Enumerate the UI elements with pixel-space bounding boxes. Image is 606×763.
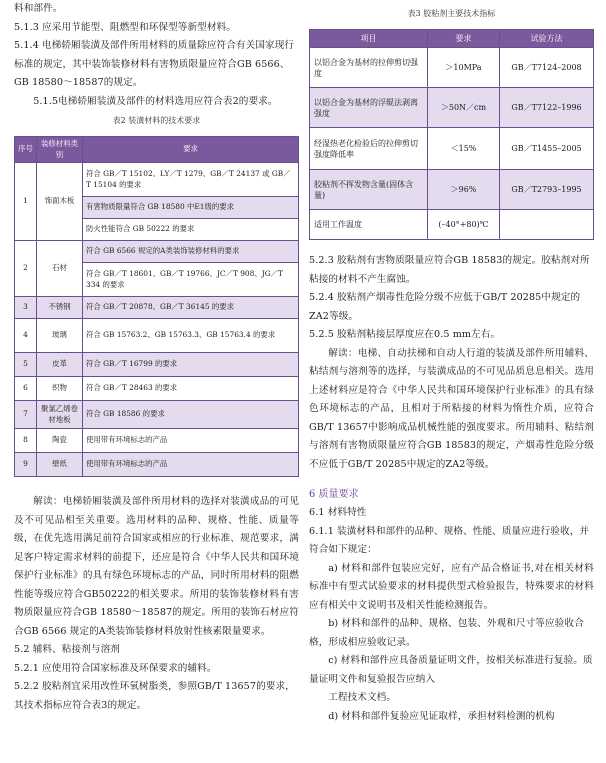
paragraph-5-1-5: 5.1.5电梯轿厢装潢及部件的材料选用应符合表2的要求。 — [33, 95, 278, 107]
table2 — [14, 136, 299, 477]
table2-requirement: 使用带有环境标志的产品 — [83, 429, 299, 453]
table2-header-row — [15, 137, 299, 163]
table3-header-method: 试验方法 — [500, 30, 594, 48]
table3-header-row — [310, 30, 594, 48]
table3-item: 经湿热老化检验后的拉伸剪切强度降低率 — [310, 128, 428, 170]
list-item-a: a) 材料和部件包装应完好，应有产品合格证书,对在相关材料标准中有型式试验要求的材料提供型式检验报告，特殊要求的材料应有相关中文说明书及相关性能检测报告。 — [309, 562, 594, 611]
table-row — [15, 377, 299, 401]
table3-caption: 表3 胶粘剂主要技术指标 — [407, 9, 496, 18]
table2-requirement: 符合 GB／T 16799 的要求 — [83, 353, 299, 377]
paragraph-5-2-5: 5.2.5 胶粘剂粘接层厚度应在0.5 mm左右。 — [309, 329, 501, 340]
paragraph-top: 料和部件。 — [14, 3, 63, 14]
table-row — [15, 401, 299, 429]
table2-no: 7 — [15, 401, 37, 429]
table2-no: 5 — [15, 353, 37, 377]
table2-requirement: 符合 GB 15763.2、GB 15763.3、GB 15763.4 的要求 — [83, 319, 299, 353]
list-item-d: d) 材料和部件复验应见证取样，承担材料检测的机构 — [328, 710, 555, 722]
paragraph-5-2-3: 5.2.3 胶粘剂有害物质限量应符合GB 18583的规定。胶粘剂对所粘接的材料不产生腐蚀。 — [309, 255, 590, 285]
table3-requirement: ＞50N／cm — [428, 88, 500, 128]
table3-item: 胶粘剂不挥发物含量(固体含量) — [310, 170, 428, 210]
table-row — [15, 353, 299, 377]
table2-header-category: 装修材料类别 — [37, 137, 83, 163]
table-row — [310, 128, 594, 170]
table2-no: 4 — [15, 319, 37, 353]
right-column — [309, 0, 594, 726]
heading-6: 6 质量要求 — [309, 489, 359, 500]
table2-category: 织物 — [37, 377, 83, 401]
table2-category: 玻璃 — [37, 319, 83, 353]
table2-no: 1 — [15, 163, 37, 241]
table3-method: GB／T1455–2005 — [500, 128, 594, 170]
table-row — [310, 48, 594, 88]
table2-requirement: 符合 GB／T 18601、GB／T 19766、JC／T 908、JG／T 334 的要求 — [83, 263, 299, 297]
table2-category: 聚氯乙烯卷材地板 — [37, 401, 83, 429]
paragraph-interpretation-left: 解读：电梯轿厢装潢及部件所用材料的选择对装潢成品的可见及不可见品相至关重要。选用材料的品种、规格、性能、质量等级，在优先选用满足前符合国家或相应的行业标准、规范要求，满足客户特定需求材料的前提下，还应是符合《中华人民共和国环境保护行业标准》的具有绿色环境标志的产品，同时所用材料的阻燃性能等级应符合GB50222的相关要求。所用的装饰装修材料有害物质限量应符合GB 18580～18587的规定。所用的装饰石材应符合GB 6566 规定的A类装饰装修材料放射性核素限量要求。 — [14, 496, 299, 637]
table-row — [310, 170, 594, 210]
table-row — [15, 429, 299, 453]
table2-category: 壁纸 — [37, 453, 83, 477]
table3-header-item: 项目 — [310, 30, 428, 48]
list-item-b: b) 材料和部件的品种、规格、包装、外观和尺寸等应验收合格，形成相应验收记录。 — [309, 618, 584, 648]
table3-header-requirement: 要求 — [428, 30, 500, 48]
table-row — [15, 297, 299, 319]
paragraph-5-2-1: 5.2.1 应使用符合国家标准及环保要求的辅料。 — [14, 662, 217, 674]
table2-no: 9 — [15, 453, 37, 477]
paragraph-6-1-1: 6.1.1 装潢材料和部件的品种、规格、性能、质量应进行验收，并符合如下规定： — [309, 525, 590, 555]
table2-requirement: 符合 GB 18586 的要求 — [83, 401, 299, 429]
list-item-c-continued: 工程技术文档。 — [328, 692, 397, 703]
table2-no: 2 — [15, 241, 37, 297]
table3-method: GB／T7124–2008 — [500, 48, 594, 88]
table3-requirement: ＞96% — [428, 170, 500, 210]
table2-requirement: 防火性能符合 GB 50222 的要求 — [83, 219, 299, 241]
table-row — [15, 241, 299, 263]
left-column — [14, 0, 299, 715]
table3-requirement: ＞10MPa — [428, 48, 500, 88]
heading-6-1: 6.1 材料特性 — [309, 507, 367, 518]
table-row — [310, 88, 594, 128]
table2-requirement: 符合 GB／T 28463 的要求 — [83, 377, 299, 401]
paragraph-interpretation-right: 解读：电梯、自动扶梯和自动人行道的装潢及部件所用辅料、粘结剂与溶剂等的选择，与装潢成品的不可见品质息息相关。选用上述材料应是符合《中华人民共和国环境保护行业标准》的具有绿色环境标志的产品，且相对于所粘接的材料为惰性介质，应符合GB/T 13657中影响成品机械性能的强度要求。所用辅料、粘结剂与溶剂有害物质限量应符合GB 18583的规定，产烟毒性危险分级不应低于GB/T 20285中规定的ZA2等级。 — [309, 347, 594, 470]
table3-method: GB／T2793–1995 — [500, 170, 594, 210]
table3-requirement: ＜15% — [428, 128, 500, 170]
list-item-c: c) 材料和部件应具备质量证明文件，按相关标准进行复验。质量证明文件和复验报告应纳入 — [309, 655, 593, 685]
table2-category: 饰面木板 — [37, 163, 83, 241]
table2-requirement: 符合 GB 6566 规定的A类装饰装修材料的要求 — [83, 241, 299, 263]
heading-5-2: 5.2 辅料、粘接剂与溶剂 — [14, 644, 120, 655]
table3-item: 以铝合金为基材的浮辊法剥离强度 — [310, 88, 428, 128]
table2-no: 3 — [15, 297, 37, 319]
table2-no: 8 — [15, 429, 37, 453]
table-row — [15, 163, 299, 197]
table2-category: 皮革 — [37, 353, 83, 377]
table2-no: 6 — [15, 377, 37, 401]
table2-category: 石材 — [37, 241, 83, 297]
table-row — [15, 453, 299, 477]
table-row — [15, 319, 299, 353]
table3-requirement: (–40°+80)℃ — [428, 210, 500, 240]
table3-item: 适用工作温度 — [310, 210, 428, 240]
table3-method: GB／T7122–1996 — [500, 88, 594, 128]
table2-requirement: 符合 GB／T 20878、GB／T 36145 的要求 — [83, 297, 299, 319]
table2-requirement: 使用带有环境标志的产品 — [83, 453, 299, 477]
table-row — [310, 210, 594, 240]
paragraph-5-2-4: 5.2.4 胶粘剂产烟毒性危险分级不应低于GB/T 20285中规定的ZA2等级。 — [309, 292, 581, 322]
table3-item: 以铝合金为基材的拉伸剪切强度 — [310, 48, 428, 88]
paragraph-5-2-2: 5.2.2 胶粘剂宜采用改性环氧树脂类，参照GB/T 13657的要求，其技术指标应符合表3的规定。 — [14, 681, 295, 711]
table2-header-requirement: 要求 — [83, 137, 299, 163]
table2-requirement: 有害物质限量符合 GB 18580 中E1级的要求 — [83, 197, 299, 219]
table3-method — [500, 210, 594, 240]
table2-category: 陶瓷 — [37, 429, 83, 453]
paragraph-5-1-3: 5.1.3 应采用节能型、阻燃型和环保型等新型材料。 — [14, 21, 236, 33]
paragraph-5-1-4: 5.1.4 电梯轿厢装潢及部件所用材料的质量除应符合有关国家现行标准的规定，其中装饰装修材料有害物质限量应符合GB 6566、GB 18580～18587的规定。 — [14, 40, 295, 88]
table2-caption: 表2 装潢材料的技术要求 — [112, 116, 201, 125]
table2-header-no: 序号 — [15, 137, 37, 163]
table3 — [309, 29, 594, 240]
table2-category: 不锈钢 — [37, 297, 83, 319]
table2-requirement: 符合 GB／T 15102、LY／T 1279、GB／T 24137 或 GB／T 15104 的要求 — [83, 163, 299, 197]
